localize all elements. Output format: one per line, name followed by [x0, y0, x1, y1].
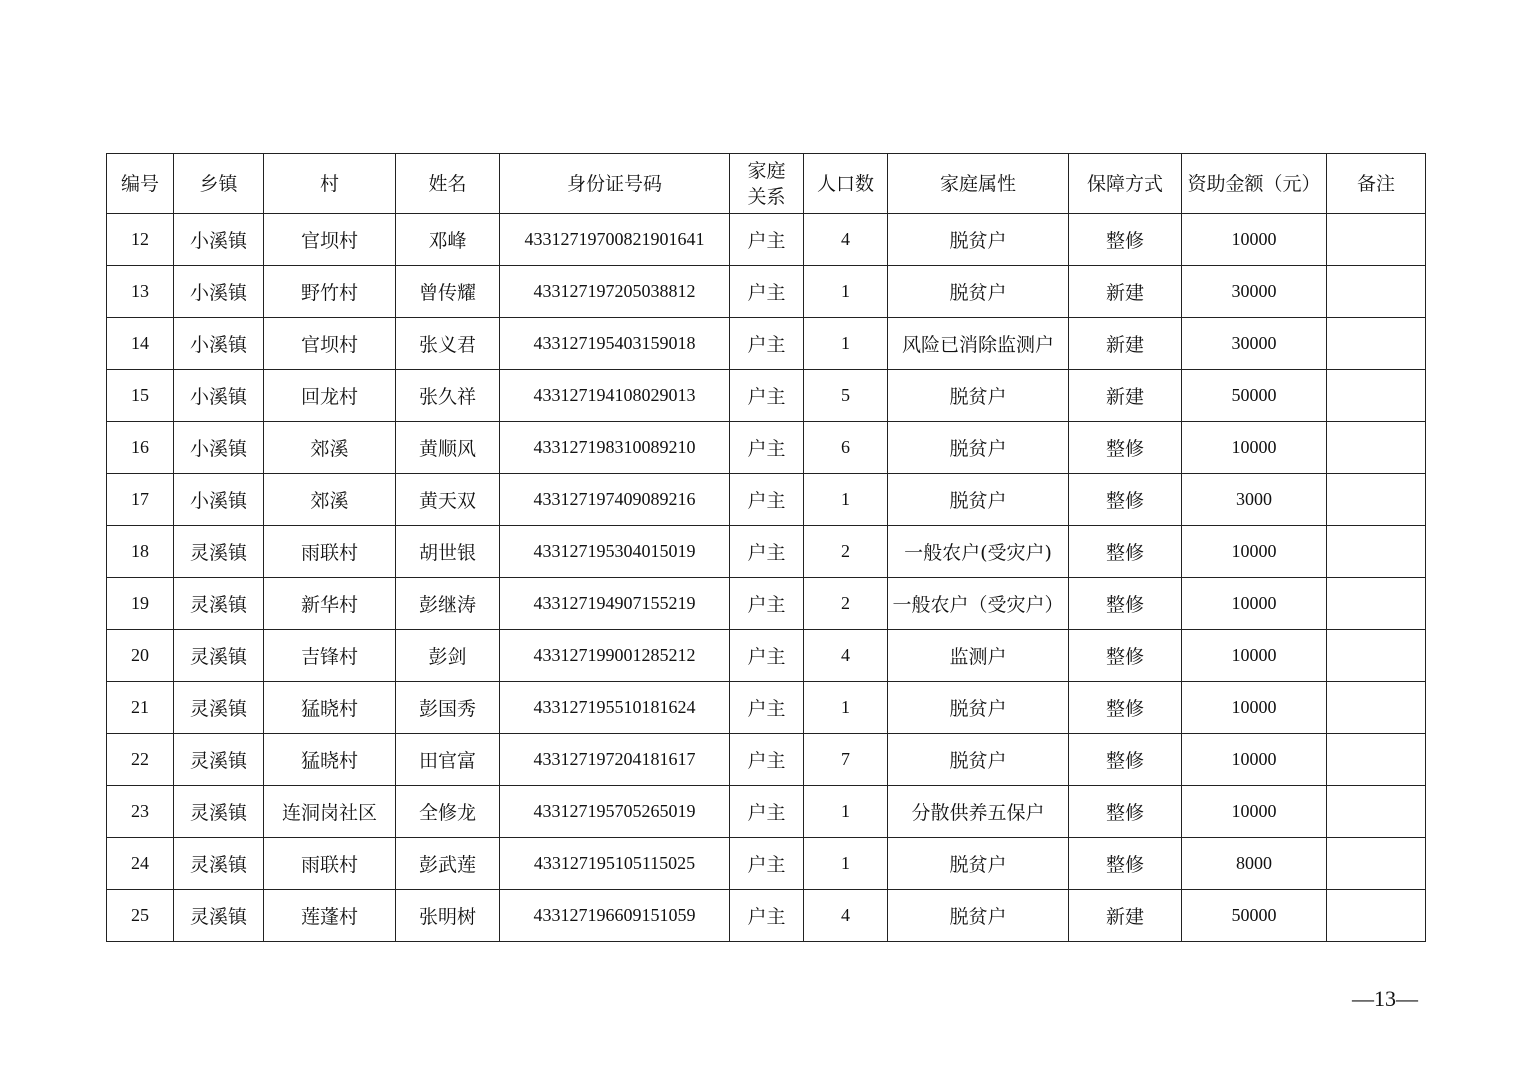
cell-no: 12 [107, 214, 174, 266]
cell-family-type: 脱贫户 [888, 422, 1069, 474]
cell-name: 张久祥 [396, 370, 500, 422]
cell-township: 灵溪镇 [174, 526, 264, 578]
cell-village: 雨联村 [264, 526, 396, 578]
header-village: 村 [264, 154, 396, 214]
cell-name: 田官富 [396, 734, 500, 786]
cell-id-number: 433127195304015019 [500, 526, 730, 578]
cell-remarks [1327, 526, 1426, 578]
cell-id-number: 433127197409089216 [500, 474, 730, 526]
table-row [107, 526, 1426, 578]
cell-household-size: 1 [804, 318, 888, 370]
cell-no: 21 [107, 682, 174, 734]
cell-household-size: 6 [804, 422, 888, 474]
header-support-method: 保障方式 [1069, 154, 1182, 214]
cell-relation: 户主 [730, 474, 804, 526]
cell-township: 灵溪镇 [174, 630, 264, 682]
cell-family-type: 风险已消除监测户 [888, 318, 1069, 370]
cell-name: 邓峰 [396, 214, 500, 266]
cell-family-type: 监测户 [888, 630, 1069, 682]
cell-amount: 10000 [1182, 630, 1327, 682]
cell-township: 小溪镇 [174, 422, 264, 474]
cell-township: 小溪镇 [174, 370, 264, 422]
cell-relation: 户主 [730, 578, 804, 630]
cell-name: 张明树 [396, 890, 500, 942]
cell-amount: 10000 [1182, 214, 1327, 266]
cell-relation: 户主 [730, 786, 804, 838]
header-township: 乡镇 [174, 154, 264, 214]
table-row [107, 734, 1426, 786]
cell-no: 17 [107, 474, 174, 526]
cell-township: 灵溪镇 [174, 578, 264, 630]
cell-remarks [1327, 838, 1426, 890]
cell-no: 15 [107, 370, 174, 422]
cell-amount: 10000 [1182, 786, 1327, 838]
cell-relation: 户主 [730, 266, 804, 318]
cell-amount: 30000 [1182, 318, 1327, 370]
header-amount: 资助金额（元） [1182, 154, 1327, 214]
cell-amount: 10000 [1182, 682, 1327, 734]
cell-id-number: 433127196609151059 [500, 890, 730, 942]
table-row [107, 266, 1426, 318]
cell-id-number: 433127197204181617 [500, 734, 730, 786]
cell-remarks [1327, 266, 1426, 318]
cell-remarks [1327, 734, 1426, 786]
cell-family-type: 脱贫户 [888, 214, 1069, 266]
cell-household-size: 7 [804, 734, 888, 786]
cell-no: 23 [107, 786, 174, 838]
cell-support-method: 整修 [1069, 474, 1182, 526]
cell-no: 13 [107, 266, 174, 318]
cell-relation: 户主 [730, 422, 804, 474]
cell-household-size: 2 [804, 578, 888, 630]
cell-family-type: 脱贫户 [888, 682, 1069, 734]
cell-remarks [1327, 214, 1426, 266]
table-row [107, 630, 1426, 682]
cell-remarks [1327, 370, 1426, 422]
cell-household-size: 4 [804, 890, 888, 942]
cell-name: 黄顺风 [396, 422, 500, 474]
cell-village: 郊溪 [264, 422, 396, 474]
table-header-row [107, 154, 1426, 214]
cell-village: 猛晓村 [264, 734, 396, 786]
cell-township: 灵溪镇 [174, 786, 264, 838]
subsidy-roster-table [106, 153, 1426, 942]
cell-support-method: 整修 [1069, 578, 1182, 630]
cell-remarks [1327, 318, 1426, 370]
cell-village: 郊溪 [264, 474, 396, 526]
table-row [107, 890, 1426, 942]
cell-household-size: 1 [804, 474, 888, 526]
header-household-size: 人口数 [804, 154, 888, 214]
cell-remarks [1327, 786, 1426, 838]
table-row [107, 838, 1426, 890]
cell-remarks [1327, 630, 1426, 682]
cell-name: 彭剑 [396, 630, 500, 682]
cell-no: 18 [107, 526, 174, 578]
header-remarks: 备注 [1327, 154, 1426, 214]
cell-support-method: 整修 [1069, 422, 1182, 474]
cell-relation: 户主 [730, 526, 804, 578]
cell-household-size: 1 [804, 682, 888, 734]
cell-amount: 8000 [1182, 838, 1327, 890]
cell-relation: 户主 [730, 370, 804, 422]
cell-relation: 户主 [730, 682, 804, 734]
cell-village: 官坝村 [264, 214, 396, 266]
cell-village: 吉锋村 [264, 630, 396, 682]
cell-name: 黄天双 [396, 474, 500, 526]
cell-id-number: 433127199001285212 [500, 630, 730, 682]
cell-township: 小溪镇 [174, 318, 264, 370]
cell-township: 灵溪镇 [174, 682, 264, 734]
cell-household-size: 2 [804, 526, 888, 578]
cell-amount: 30000 [1182, 266, 1327, 318]
cell-family-type: 脱贫户 [888, 890, 1069, 942]
cell-township: 小溪镇 [174, 214, 264, 266]
cell-village: 回龙村 [264, 370, 396, 422]
table-body [107, 214, 1426, 942]
cell-relation: 户主 [730, 890, 804, 942]
cell-no: 20 [107, 630, 174, 682]
header-name: 姓名 [396, 154, 500, 214]
cell-no: 24 [107, 838, 174, 890]
cell-village: 官坝村 [264, 318, 396, 370]
cell-support-method: 整修 [1069, 786, 1182, 838]
table-row [107, 214, 1426, 266]
table-row [107, 318, 1426, 370]
cell-relation: 户主 [730, 838, 804, 890]
header-relation-line1: 家庭 [747, 159, 786, 182]
cell-name: 全修龙 [396, 786, 500, 838]
cell-name: 胡世银 [396, 526, 500, 578]
cell-no: 19 [107, 578, 174, 630]
cell-relation: 户主 [730, 318, 804, 370]
cell-support-method: 新建 [1069, 266, 1182, 318]
cell-remarks [1327, 578, 1426, 630]
table-row [107, 786, 1426, 838]
cell-remarks [1327, 890, 1426, 942]
table-row [107, 682, 1426, 734]
cell-village: 野竹村 [264, 266, 396, 318]
cell-support-method: 整修 [1069, 838, 1182, 890]
cell-township: 灵溪镇 [174, 734, 264, 786]
table-row [107, 474, 1426, 526]
cell-relation: 户主 [730, 734, 804, 786]
cell-village: 新华村 [264, 578, 396, 630]
cell-support-method: 新建 [1069, 890, 1182, 942]
cell-village: 连洞岗社区 [264, 786, 396, 838]
cell-township: 灵溪镇 [174, 838, 264, 890]
cell-remarks [1327, 422, 1426, 474]
cell-township: 灵溪镇 [174, 890, 264, 942]
cell-village: 雨联村 [264, 838, 396, 890]
cell-family-type: 一般农户（受灾户） [888, 578, 1069, 630]
cell-household-size: 1 [804, 266, 888, 318]
cell-remarks [1327, 474, 1426, 526]
header-id-number: 身份证号码 [500, 154, 730, 214]
cell-remarks [1327, 682, 1426, 734]
cell-support-method: 新建 [1069, 370, 1182, 422]
cell-family-type: 一般农户(受灾户) [888, 526, 1069, 578]
cell-id-number: 433127195510181624 [500, 682, 730, 734]
cell-support-method: 整修 [1069, 630, 1182, 682]
cell-id-number: 433127195705265019 [500, 786, 730, 838]
cell-household-size: 1 [804, 786, 888, 838]
header-family-type: 家庭属性 [888, 154, 1069, 214]
cell-name: 彭国秀 [396, 682, 500, 734]
cell-family-type: 脱贫户 [888, 266, 1069, 318]
page-number: —13— [1352, 986, 1418, 1011]
cell-household-size: 1 [804, 838, 888, 890]
cell-amount: 3000 [1182, 474, 1327, 526]
cell-relation: 户主 [730, 630, 804, 682]
table-row [107, 422, 1426, 474]
header-relation-line2: 关系 [747, 185, 786, 208]
cell-township: 小溪镇 [174, 266, 264, 318]
cell-amount: 10000 [1182, 578, 1327, 630]
cell-no: 14 [107, 318, 174, 370]
header-no: 编号 [107, 154, 174, 214]
cell-amount: 10000 [1182, 734, 1327, 786]
cell-amount: 10000 [1182, 526, 1327, 578]
cell-support-method: 整修 [1069, 734, 1182, 786]
cell-family-type: 脱贫户 [888, 734, 1069, 786]
cell-family-type: 分散供养五保户 [888, 786, 1069, 838]
cell-name: 彭武莲 [396, 838, 500, 890]
cell-id-number: 433127194108029013 [500, 370, 730, 422]
cell-village: 猛晓村 [264, 682, 396, 734]
cell-family-type: 脱贫户 [888, 474, 1069, 526]
cell-support-method: 整修 [1069, 214, 1182, 266]
cell-id-number: 433127198310089210 [500, 422, 730, 474]
cell-household-size: 5 [804, 370, 888, 422]
cell-name: 曾传耀 [396, 266, 500, 318]
cell-support-method: 新建 [1069, 318, 1182, 370]
cell-amount: 50000 [1182, 890, 1327, 942]
cell-no: 22 [107, 734, 174, 786]
table-row [107, 370, 1426, 422]
cell-name: 彭继涛 [396, 578, 500, 630]
header-relation [730, 154, 804, 214]
cell-household-size: 4 [804, 214, 888, 266]
cell-township: 小溪镇 [174, 474, 264, 526]
cell-id-number: 433127197205038812 [500, 266, 730, 318]
cell-village: 莲蓬村 [264, 890, 396, 942]
cell-support-method: 整修 [1069, 526, 1182, 578]
cell-no: 16 [107, 422, 174, 474]
cell-amount: 50000 [1182, 370, 1327, 422]
cell-id-number: 43312719700821901641 [500, 214, 730, 266]
cell-support-method: 整修 [1069, 682, 1182, 734]
cell-amount: 10000 [1182, 422, 1327, 474]
cell-name: 张义君 [396, 318, 500, 370]
cell-relation: 户主 [730, 214, 804, 266]
cell-family-type: 脱贫户 [888, 370, 1069, 422]
cell-no: 25 [107, 890, 174, 942]
cell-id-number: 433127194907155219 [500, 578, 730, 630]
cell-household-size: 4 [804, 630, 888, 682]
cell-family-type: 脱贫户 [888, 838, 1069, 890]
table-row [107, 578, 1426, 630]
cell-id-number: 433127195105115025 [500, 838, 730, 890]
cell-id-number: 433127195403159018 [500, 318, 730, 370]
